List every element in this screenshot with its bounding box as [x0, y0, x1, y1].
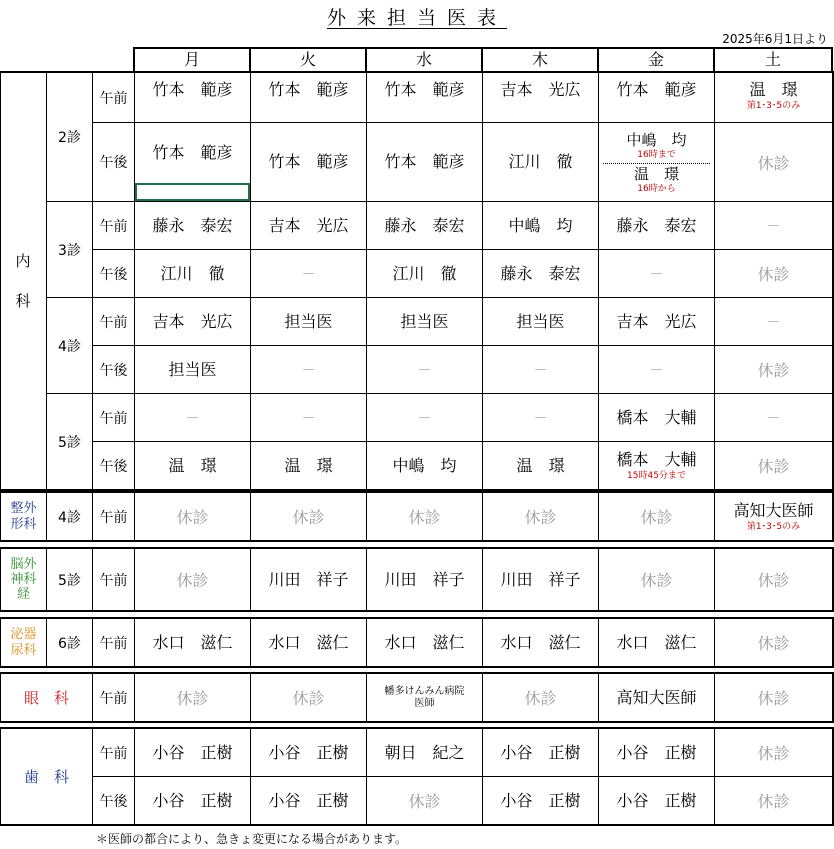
closed-label: 休診	[757, 571, 790, 590]
cell	[251, 729, 367, 777]
no-clinic: －	[766, 410, 781, 427]
cell	[599, 777, 715, 825]
no-clinic: －	[301, 410, 316, 427]
doctor-name: 小谷 正樹	[616, 790, 697, 810]
doctor-name: 小谷 正樹	[152, 742, 233, 762]
closed-label: 休診	[408, 508, 441, 527]
doctor-name: 竹本 範彦	[268, 80, 349, 99]
cell	[483, 493, 599, 541]
cell	[715, 493, 833, 541]
time-am: 午前	[93, 202, 135, 250]
closed-label: 休診	[757, 153, 790, 173]
cell	[367, 73, 483, 123]
cell	[715, 123, 833, 202]
no-clinic: －	[649, 362, 664, 379]
ophthalmology-section	[0, 673, 833, 722]
cell	[135, 619, 251, 667]
schedule-note: 第1･3･5のみ	[746, 101, 801, 111]
no-clinic: －	[301, 266, 316, 283]
cell	[715, 394, 833, 442]
cell	[599, 442, 715, 490]
day-mon: 月	[134, 48, 250, 72]
doctor-name: 橋本 大輔	[616, 407, 697, 427]
doctor-name: 吉本 光広	[152, 311, 233, 331]
cell	[251, 298, 367, 346]
footnote: ＊医師の都合により、急きょ変更になる場合があります。	[96, 832, 408, 846]
schedule-note: 16時まで	[637, 149, 676, 160]
doctor-name: 吉本 光広	[500, 80, 581, 99]
dental-section	[0, 728, 833, 825]
cell	[135, 493, 251, 541]
doctor-name: 担当医	[168, 359, 217, 379]
cell	[483, 549, 599, 611]
cell	[599, 549, 715, 611]
cell	[367, 493, 483, 541]
dept-label: 脳外神科経	[10, 557, 37, 602]
doctor-name: 川田 祥子	[500, 569, 581, 589]
dept-orthopedics	[1, 493, 47, 541]
cell	[715, 202, 833, 250]
doctor-name: 小谷 正樹	[268, 790, 349, 810]
doctor-name: 川田 祥子	[268, 569, 349, 589]
doctor-name: 高知大医師	[733, 501, 814, 520]
cell	[483, 394, 599, 442]
closed-label: 休診	[524, 689, 557, 708]
closed-label: 休診	[176, 508, 209, 527]
clinic-4: 4診	[47, 493, 93, 541]
no-clinic: －	[649, 266, 664, 283]
cell	[483, 73, 599, 123]
doctor-name: 担当医	[400, 311, 449, 331]
closed-label: 休診	[757, 361, 790, 380]
day-fri: 金	[598, 48, 714, 72]
doctor-name: 藤永 泰宏	[616, 215, 697, 235]
clinic-2: 2診	[47, 73, 93, 202]
cell	[135, 202, 251, 250]
cell	[599, 73, 715, 123]
cell	[715, 346, 833, 394]
cell	[483, 298, 599, 346]
doctor-name: 担当医	[284, 311, 333, 331]
doctor-name: 担当医	[516, 311, 565, 331]
cell	[367, 549, 483, 611]
doctor-name: 竹本 範彦	[616, 80, 697, 99]
dept-char: 内	[15, 252, 32, 270]
time-pm: 午後	[93, 777, 135, 825]
cell	[251, 442, 367, 490]
cell	[599, 394, 715, 442]
doctor-name: 藤永 泰宏	[152, 215, 233, 235]
cell	[367, 202, 483, 250]
doctor-name: 中嶋 均	[626, 130, 687, 149]
closed-label: 休診	[176, 689, 209, 708]
cell	[251, 674, 367, 722]
doctor-name: 水口 滋仁	[500, 632, 581, 652]
doctor-name: 竹本 範彦	[268, 152, 349, 171]
cell	[599, 298, 715, 346]
cell	[135, 394, 251, 442]
closed-label: 休診	[176, 571, 209, 590]
cell	[135, 123, 251, 202]
cell	[135, 346, 251, 394]
internal-medicine-section	[0, 72, 833, 490]
doctor-name: 小谷 正樹	[616, 742, 697, 762]
urology-section	[0, 618, 833, 667]
closed-label: 休診	[292, 508, 325, 527]
doctor-name: 川田 祥子	[384, 569, 465, 589]
schedule-note: 16時から	[637, 183, 676, 194]
cell	[599, 346, 715, 394]
cell	[715, 729, 833, 777]
cell	[715, 674, 833, 722]
clinic-5: 5診	[47, 394, 93, 490]
doctor-name: 竹本 範彦	[384, 152, 465, 171]
no-clinic: －	[301, 362, 316, 379]
dept-label: 泌器尿科	[10, 626, 37, 658]
closed-label: 休診	[292, 689, 325, 708]
doctor-name: 温 璟	[516, 455, 565, 475]
doctor-name: 高知大医師	[616, 687, 697, 707]
effective-date: 2025年6月1日より	[722, 32, 828, 46]
doctor-name: 藤永 泰宏	[500, 263, 581, 283]
cell	[715, 442, 833, 490]
cell	[599, 729, 715, 777]
closed-label: 休診	[757, 689, 790, 708]
doctor-name: 小谷 正樹	[500, 742, 581, 762]
orthopedics-section	[0, 492, 833, 541]
cell	[251, 493, 367, 541]
no-clinic: －	[417, 410, 432, 427]
doctor-name: 水口 滋仁	[152, 632, 233, 652]
cell	[483, 123, 599, 202]
cell	[251, 346, 367, 394]
no-clinic: －	[766, 314, 781, 331]
no-clinic: －	[766, 218, 781, 235]
cell	[483, 346, 599, 394]
cell	[599, 123, 715, 202]
doctor-name: 竹本 範彦	[152, 80, 233, 99]
cell	[251, 202, 367, 250]
cell	[251, 123, 367, 202]
day-thu: 木	[482, 48, 598, 72]
cell	[483, 777, 599, 825]
doctor-name: 吉本 光広	[616, 311, 697, 331]
cell	[715, 777, 833, 825]
day-sat: 土	[714, 48, 832, 72]
day-header	[0, 47, 833, 73]
cell	[135, 298, 251, 346]
cell	[251, 549, 367, 611]
clinic-5: 5診	[47, 549, 93, 611]
doctor-name: 橋本 大輔	[616, 450, 697, 469]
time-am: 午前	[93, 619, 135, 667]
time-am: 午前	[93, 394, 135, 442]
time-am: 午前	[93, 674, 135, 722]
doctor-name: 吉本 光広	[268, 215, 349, 235]
cell	[715, 619, 833, 667]
cell	[135, 674, 251, 722]
cell	[715, 549, 833, 611]
cell	[367, 729, 483, 777]
cell	[135, 442, 251, 490]
schedule-note: 第1･3･5のみ	[746, 522, 801, 532]
cell	[367, 346, 483, 394]
cell	[251, 777, 367, 825]
cell	[599, 202, 715, 250]
doctor-name: 江川 徹	[392, 263, 457, 283]
closed-label: 休診	[757, 634, 790, 653]
clinic-6: 6診	[47, 619, 93, 667]
cell	[367, 442, 483, 490]
closed-label: 休診	[408, 792, 441, 811]
cell	[599, 674, 715, 722]
time-pm: 午後	[93, 346, 135, 394]
cell	[367, 298, 483, 346]
cell	[483, 619, 599, 667]
no-clinic: －	[533, 410, 548, 427]
cell	[483, 674, 599, 722]
doctor-name: 小谷 正樹	[268, 742, 349, 762]
doctor-name: 幡多けんみん病院	[384, 685, 465, 697]
time-am: 午前	[93, 729, 135, 777]
dept-internal	[1, 73, 47, 490]
header-spacer	[0, 48, 134, 72]
cell	[715, 73, 833, 123]
dept-ophthalmology: 眼 科	[1, 674, 93, 722]
cell	[715, 298, 833, 346]
cell	[251, 250, 367, 298]
doctor-name: 温 璟	[633, 164, 679, 183]
closed-label: 休診	[640, 571, 673, 590]
neurosurgery-section	[0, 548, 833, 611]
cell	[251, 394, 367, 442]
doctor-name: 水口 滋仁	[268, 632, 349, 652]
doctor-name: 水口 滋仁	[616, 632, 697, 652]
time-am: 午前	[93, 549, 135, 611]
cell	[251, 73, 367, 123]
day-wed: 水	[366, 48, 482, 72]
clinic-4: 4診	[47, 298, 93, 394]
cell	[367, 619, 483, 667]
clinic-3: 3診	[47, 202, 93, 298]
doctor-name: 江川 徹	[160, 263, 225, 283]
doctor-name: 藤永 泰宏	[384, 215, 465, 235]
no-clinic: －	[417, 362, 432, 379]
cell	[599, 619, 715, 667]
doctor-name: 竹本 範彦	[384, 80, 465, 99]
cell	[367, 394, 483, 442]
cell	[599, 250, 715, 298]
no-clinic: －	[185, 410, 200, 427]
cell	[135, 777, 251, 825]
doctor-name: 朝日 紀之	[384, 742, 465, 762]
cell	[135, 73, 251, 123]
cell	[367, 250, 483, 298]
no-clinic: －	[533, 362, 548, 379]
cell	[483, 202, 599, 250]
dept-label: 整外形科	[10, 500, 37, 532]
time-am: 午前	[93, 298, 135, 346]
doctor-name: 医師	[414, 697, 435, 709]
cell	[483, 729, 599, 777]
page-title: 外来担当医表	[326, 7, 507, 29]
cell	[483, 250, 599, 298]
doctor-name: 温 璟	[284, 455, 333, 475]
closed-label: 休診	[757, 265, 790, 284]
doctor-name: 温 璟	[168, 455, 217, 475]
cell	[135, 549, 251, 611]
cell	[135, 729, 251, 777]
closed-label: 休診	[640, 508, 673, 527]
cell	[483, 442, 599, 490]
selected-cell[interactable]	[135, 183, 250, 201]
cell	[367, 123, 483, 202]
time-am: 午前	[93, 493, 135, 541]
doctor-name: 小谷 正樹	[500, 790, 581, 810]
doctor-name: 中嶋 均	[392, 455, 457, 475]
dept-neurosurgery	[1, 549, 47, 611]
day-tue: 火	[250, 48, 366, 72]
closed-label: 休診	[757, 457, 790, 476]
dept-char: 科	[15, 292, 32, 310]
time-pm: 午後	[93, 250, 135, 298]
closed-label: 休診	[757, 792, 790, 811]
cell	[251, 619, 367, 667]
cell	[367, 674, 483, 722]
dept-dental: 歯 科	[1, 729, 93, 825]
doctor-name: 江川 徹	[508, 152, 573, 171]
closed-label: 休診	[757, 744, 790, 763]
cell	[599, 493, 715, 541]
closed-label: 休診	[524, 508, 557, 527]
dept-urology	[1, 619, 47, 667]
time-am: 午前	[93, 73, 135, 123]
doctor-name: 水口 滋仁	[384, 632, 465, 652]
doctor-name: 中嶋 均	[508, 215, 573, 235]
doctor-name: 温 璟	[749, 80, 798, 99]
doctor-name: 小谷 正樹	[152, 790, 233, 810]
schedule-note: 15時45分まで	[627, 471, 686, 481]
cell	[715, 250, 833, 298]
time-pm: 午後	[93, 123, 135, 202]
cell	[135, 250, 251, 298]
time-pm: 午後	[93, 442, 135, 490]
doctor-name: 竹本 範彦	[152, 143, 233, 162]
cell	[367, 777, 483, 825]
